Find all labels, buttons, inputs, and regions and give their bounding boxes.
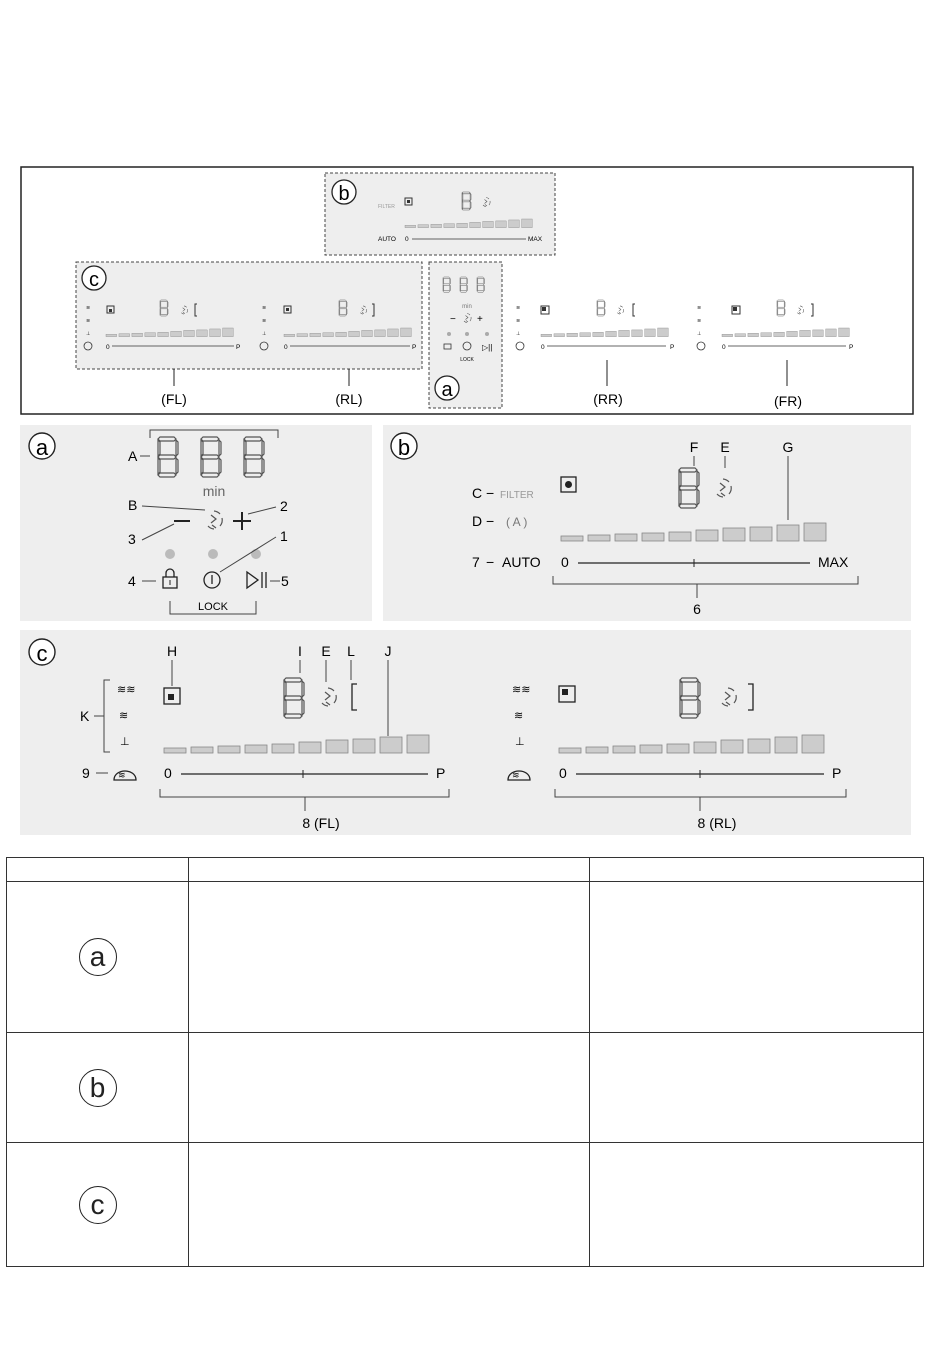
rl-scale-min: 0 <box>559 765 567 781</box>
callout-3: 3 <box>128 531 136 547</box>
svg-text:≋: ≋ <box>86 305 91 311</box>
callout-5: 5 <box>281 573 289 589</box>
overview-circle-a-label: a <box>441 379 453 401</box>
svg-text:P: P <box>236 344 241 351</box>
overview-b-filter: FILTER <box>378 204 395 210</box>
filter-label: FILTER <box>500 490 534 501</box>
callout-7: 7 <box>472 554 480 570</box>
svg-text:≋: ≋ <box>516 305 521 311</box>
b-scale-max: MAX <box>818 554 849 570</box>
overview-a-lock: LOCK <box>460 357 474 363</box>
display-unit-min: min <box>202 483 226 499</box>
heat-low-icon: ⊥ <box>120 736 130 748</box>
svg-text:−: − <box>486 554 495 570</box>
svg-text:≋: ≋ <box>514 710 524 722</box>
callout-B: B <box>128 497 138 513</box>
callout-9: 9 <box>82 765 90 781</box>
svg-text:≋: ≋ <box>697 318 702 324</box>
svg-text:P: P <box>670 344 675 351</box>
overview-c-region <box>76 262 422 369</box>
callout-4: 4 <box>128 573 136 589</box>
overview-circle-b-label: b <box>338 183 350 205</box>
table-header-cell <box>189 858 590 882</box>
auto-label: AUTO <box>502 554 541 570</box>
table-header-cell <box>7 858 189 882</box>
table-row <box>7 882 924 1033</box>
table-header-row <box>7 858 924 882</box>
heat-mid-icon: ≋ <box>119 710 129 722</box>
panel-b <box>383 425 911 621</box>
reference-table <box>6 857 924 1267</box>
svg-text:≋: ≋ <box>516 318 521 324</box>
callout-E: E <box>720 439 730 455</box>
svg-text:≋: ≋ <box>512 770 520 780</box>
b-scale-min: 0 <box>561 554 569 570</box>
callout-A: A <box>128 448 138 464</box>
svg-text:P: P <box>849 344 854 351</box>
callout-2: 2 <box>280 498 288 514</box>
svg-text:⊥: ⊥ <box>697 331 702 337</box>
table-row <box>7 1143 924 1267</box>
auto-mode-icon: ( A ) <box>506 515 528 529</box>
svg-text:0: 0 <box>722 344 726 351</box>
table-cell <box>189 882 590 1033</box>
panel-c-circle-label: c <box>36 641 48 666</box>
svg-text:≋≋: ≋≋ <box>512 684 531 696</box>
fl-scale-min: 0 <box>164 765 172 781</box>
overview-label-rl: (RL) <box>335 391 363 407</box>
heat-high-icon: ≋≋ <box>117 684 136 696</box>
callout-1: 1 <box>280 528 288 544</box>
callout-C: C <box>472 485 483 501</box>
table-circle-a: a <box>79 938 117 976</box>
overview-circle-c-label: c <box>89 269 99 291</box>
svg-text:≋: ≋ <box>262 305 267 311</box>
callout-6: 6 <box>693 601 701 617</box>
panel-a <box>20 425 372 621</box>
svg-text:0: 0 <box>284 344 288 351</box>
svg-text:−: − <box>486 485 495 501</box>
svg-text:⊥: ⊥ <box>516 331 521 337</box>
table-header-cell <box>590 858 924 882</box>
fl-scale-max: P <box>436 765 446 781</box>
overview-label-fr: (FR) <box>774 393 802 409</box>
overview-b-zero: 0 <box>405 236 409 243</box>
rl-zone-label: 8 (RL) <box>697 815 737 831</box>
svg-text:≋: ≋ <box>697 305 702 311</box>
table-cell <box>590 882 924 1033</box>
table-cell <box>189 1033 590 1143</box>
svg-text:0: 0 <box>106 344 110 351</box>
table-cell <box>189 1143 590 1267</box>
overview-label-rr: (RR) <box>593 391 623 407</box>
table-circle-c: c <box>79 1186 117 1224</box>
overview-a-min: min <box>462 304 472 310</box>
callout-I: I <box>298 643 302 659</box>
table-cell <box>590 1143 924 1267</box>
svg-text:−: − <box>450 314 456 325</box>
table-circle-b: b <box>79 1069 117 1107</box>
panel-b-circle-label: b <box>397 435 411 460</box>
callout-G: G <box>782 439 794 455</box>
svg-text:0: 0 <box>541 344 545 351</box>
callout-E-c: E <box>321 643 331 659</box>
svg-text:P: P <box>412 344 417 351</box>
rl-scale-max: P <box>832 765 842 781</box>
svg-text:⊥: ⊥ <box>515 736 525 748</box>
lock-label: LOCK <box>198 601 228 613</box>
panel-c <box>20 630 911 835</box>
svg-text:⊥: ⊥ <box>262 331 267 337</box>
fl-zone-label: 8 (FL) <box>302 815 340 831</box>
table-cell <box>590 1033 924 1143</box>
callout-D: D <box>472 513 483 529</box>
callout-H: H <box>166 643 178 659</box>
overview-b-max: MAX <box>528 236 543 243</box>
svg-text:▷||: ▷|| <box>482 343 493 352</box>
svg-text:≋: ≋ <box>262 318 267 324</box>
svg-text:≋: ≋ <box>118 770 126 780</box>
overview-b-region <box>325 173 555 255</box>
svg-text:⊥: ⊥ <box>86 331 91 337</box>
overview-b-auto: AUTO <box>378 236 396 243</box>
svg-text:−: − <box>486 513 495 529</box>
callout-K: K <box>80 708 90 724</box>
panel-a-circle-label: a <box>35 435 49 460</box>
svg-text:+: + <box>477 314 483 325</box>
callout-L: L <box>347 643 355 659</box>
table-row <box>7 1033 924 1143</box>
overview-label-fl: (FL) <box>161 391 187 407</box>
svg-text:≋: ≋ <box>86 318 91 324</box>
callout-J: J <box>384 643 392 659</box>
callout-F: F <box>689 439 699 455</box>
